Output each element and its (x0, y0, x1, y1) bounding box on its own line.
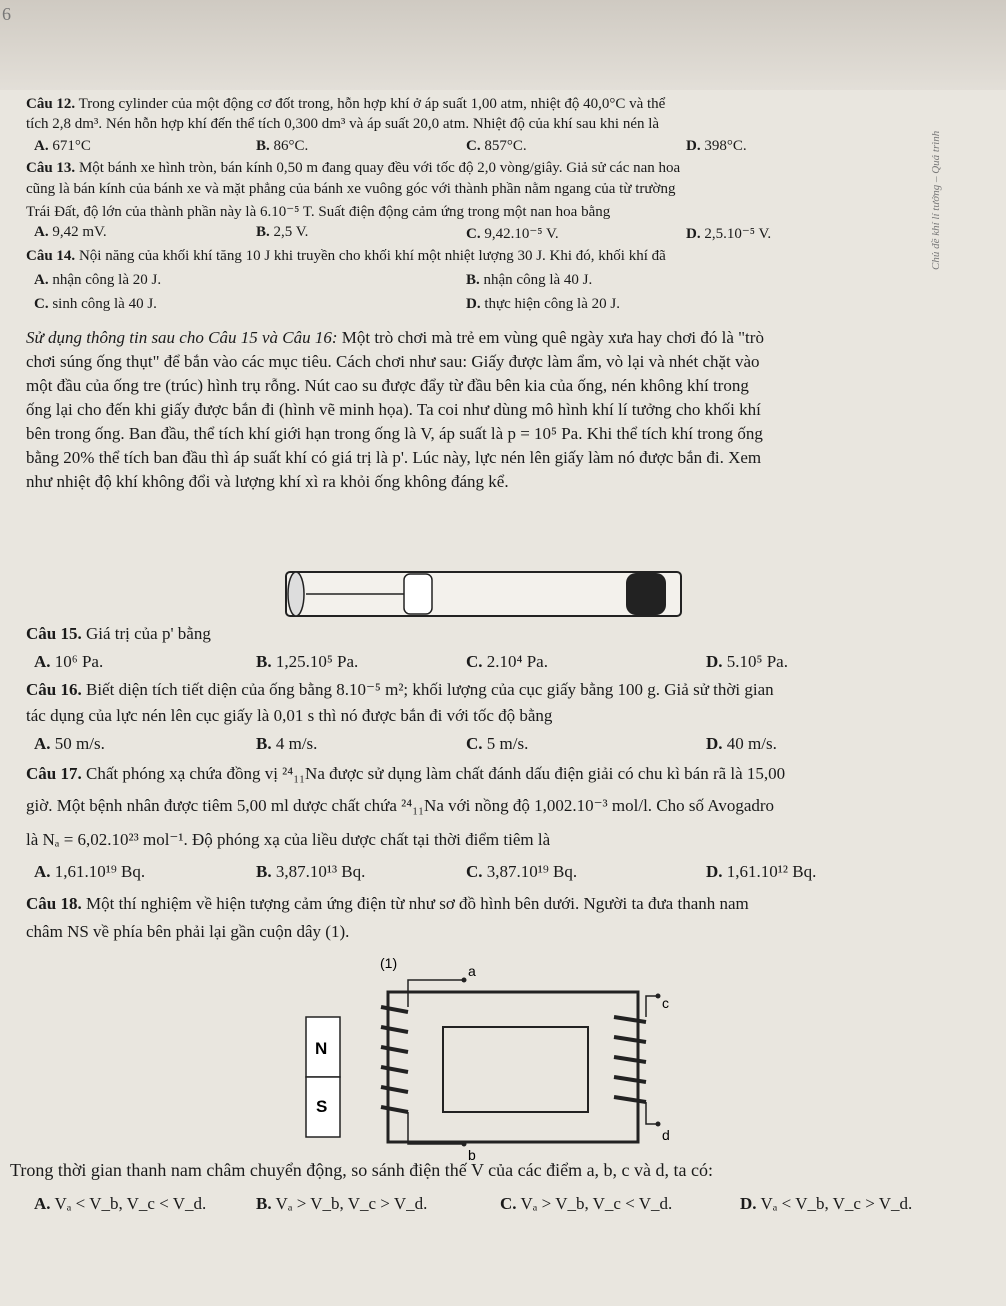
q15-option-b: B. 1,25.10⁵ Pa. (256, 652, 359, 671)
terminal-b (462, 1142, 467, 1147)
q13-option-b: B. 2,5 V. (256, 224, 309, 240)
label-a: a (468, 963, 476, 979)
intro-line2: chơi súng ống thụt" để bắn vào các mục tiêu. Cách chơi như sau: Giấy được làm ẩm, vò lại và nhét chặt vào (26, 352, 760, 371)
q12-option-d: D. 398°C. (686, 138, 747, 154)
label-b: b (468, 1147, 476, 1163)
iron-core-inner (443, 1027, 588, 1112)
q13-line3: Trái Đất, độ lớn của thành phần này là 6.10⁻⁵ T. Suất điện động cảm ứng trong một nan hoa bằng (26, 204, 611, 220)
terminal-c (656, 994, 661, 999)
q14-option-c: C. sinh công là 40 J. (34, 296, 157, 312)
intro-line6: bằng 20% thể tích ban đầu thì áp suất khí có giá trị là p'. Lúc này, lực nén lên giấy làm nó được bắn đi. Xem (26, 448, 762, 467)
q16-option-d: D. 40 m/s. (706, 734, 777, 753)
q18-question: Trong thời gian thanh nam châm chuyển động, so sánh điện thế V của các điểm a, b, c và d, ta có: (10, 1160, 714, 1180)
q15-option-a: A. 10⁶ Pa. (34, 652, 104, 671)
q14-option-b: B. nhận công là 40 J. (466, 272, 593, 288)
q13-line2: cũng là bán kính của bánh xe và mặt phẳng của bánh xe vuông góc với thành phần nằm ngang của từ trường (26, 181, 676, 197)
label-d: d (662, 1127, 670, 1143)
q17-option-d: D. 1,61.10¹² Bq. (706, 862, 817, 881)
q12-line2: tích 2,8 dm³. Nén hỗn hợp khí đến thể tích 0,300 dm³ và áp suất 20,0 atm. Nhiệt độ của khí sau khi nén là (26, 116, 660, 132)
q16-option-b: B. 4 m/s. (256, 734, 318, 753)
coil-2-windings (614, 1017, 646, 1102)
q14-option-d: D. thực hiện công là 20 J. (466, 296, 620, 312)
q12-option-b: B. 86°C. (256, 138, 309, 154)
coil-label: (1) (380, 955, 398, 971)
q16-line2: tác dụng của lực nén lên cục giấy là 0,01 s thì nó được bắn đi với tốc độ bằng (26, 706, 553, 725)
q17-option-b: B. 3,87.10¹³ Bq. (256, 862, 366, 881)
terminal-d (656, 1122, 661, 1127)
q18-option-c: C. Vₐ > V_b, V_c < V_d. (500, 1194, 673, 1213)
q18-line2: châm NS về phía bên phải lại gần cuộn dây (1). (26, 922, 350, 941)
tube-illustration (276, 564, 696, 624)
q15-option-c: C. 2.10⁴ Pa. (466, 652, 548, 671)
intro-line5: bên trong ống. Ban đầu, thể tích khí giới hạn trong ống là V, áp suất là p = 10⁵ Pa. Khi thể tích khí trong ống (26, 424, 763, 443)
intro-line4: ống lại cho đến khi giấy được bắn đi (hình vẽ minh họa). Ta coi như dùng mô hình khí lí tưởng cho khối khí (26, 400, 761, 419)
iron-core-outer (388, 992, 638, 1142)
q13-option-c: C. 9,42.10⁻⁵ V. (466, 226, 559, 242)
q13-option-a: A. 9,42 mV. (34, 224, 107, 240)
q15-text: Câu 15. Giá trị của p' bằng (26, 624, 211, 643)
q17-option-c: C. 3,87.10¹⁹ Bq. (466, 862, 578, 881)
q17-line2: giờ. Một bệnh nhân được tiêm 5,00 ml dược chất chứa ²⁴₁₁Na với nồng độ 1,002.10⁻³ mol/l. Cho số Avogadro (26, 796, 775, 815)
intro-line3: một đầu của ống tre (trúc) hình trụ rỗng. Nút cao su được đẩy từ đầu bên kia của ống, nén không khí trong (26, 376, 749, 395)
q14-text: Câu 14. Nội năng của khối khí tăng 10 J khi truyền cho khối khí một nhiệt lượng 30 J. Khi đó, khối khí đã (26, 248, 666, 264)
paper-wad (626, 573, 666, 615)
q18-option-b: B. Vₐ > V_b, V_c > V_d. (256, 1194, 428, 1213)
q16-option-a: A. 50 m/s. (34, 734, 105, 753)
q17-option-a: A. 1,61.10¹⁹ Bq. (34, 862, 146, 881)
tube-left-end (288, 572, 304, 616)
q12-option-c: C. 857°C. (466, 138, 527, 154)
q12-line1: Câu 12. Trong cylinder của một động cơ đốt trong, hỗn hợp khí ở áp suất 1,00 atm, nhiệt độ 40,0°C và thể (26, 96, 666, 112)
label-c: c (662, 995, 669, 1011)
q14-option-a: A. nhận công là 20 J. (34, 272, 162, 288)
q17-line1: Câu 17. Chất phóng xạ chứa đồng vị ²⁴₁₁Na được sử dụng làm chất đánh dấu điện giải có chu kì bán rã là 15,00 (26, 764, 786, 783)
q13-option-d: D. 2,5.10⁻⁵ V. (686, 226, 772, 242)
intro-line7: như nhiệt độ khí không đổi và lượng khí xì ra khỏi ống không đáng kể. (26, 472, 509, 491)
magnet-south-label: S (316, 1097, 328, 1116)
terminal-a (462, 978, 467, 983)
q18-option-a: A. Vₐ < V_b, V_c < V_d. (34, 1194, 207, 1213)
page-number: 6 (2, 4, 11, 24)
q18-line1: Câu 18. Một thí nghiệm về hiện tượng cảm ứng điện từ như sơ đồ hình bên dưới. Người ta đưa thanh nam (26, 894, 749, 913)
coil-1-windings (381, 1007, 408, 1112)
q13-line1: Câu 13. Một bánh xe hình tròn, bán kính 0,50 m đang quay đều với tốc độ 2,0 vòng/giây. Giả sử các nan hoa (26, 160, 681, 176)
q17-line3: là Nₐ = 6,02.10²³ mol⁻¹. Độ phóng xạ của liều dược chất tại thời điểm tiêm là (26, 830, 551, 849)
q16-option-c: C. 5 m/s. (466, 734, 529, 753)
induction-diagram (296, 952, 676, 1172)
side-note: Chủ đề khí lí tưởng – Quá trình (930, 130, 942, 270)
q16-line1: Câu 16. Biết diện tích tiết diện của ống bằng 8.10⁻⁵ m²; khối lượng của cục giấy bằng 100 g. Giả sử thời gian (26, 680, 774, 699)
rubber-plunger (404, 574, 432, 614)
magnet-north-label: N (315, 1039, 328, 1058)
q18-option-d: D. Vₐ < V_b, V_c > V_d. (740, 1194, 913, 1213)
q15-option-d: D. 5.10⁵ Pa. (706, 652, 788, 671)
q12-option-a: A. 671°C (34, 138, 91, 154)
page-top-shadow (0, 0, 1006, 90)
intro-line1: Sử dụng thông tin sau cho Câu 15 và Câu 16: Một trò chơi mà trẻ em vùng quê ngày xưa hay chơi đó là "trò (26, 328, 764, 347)
